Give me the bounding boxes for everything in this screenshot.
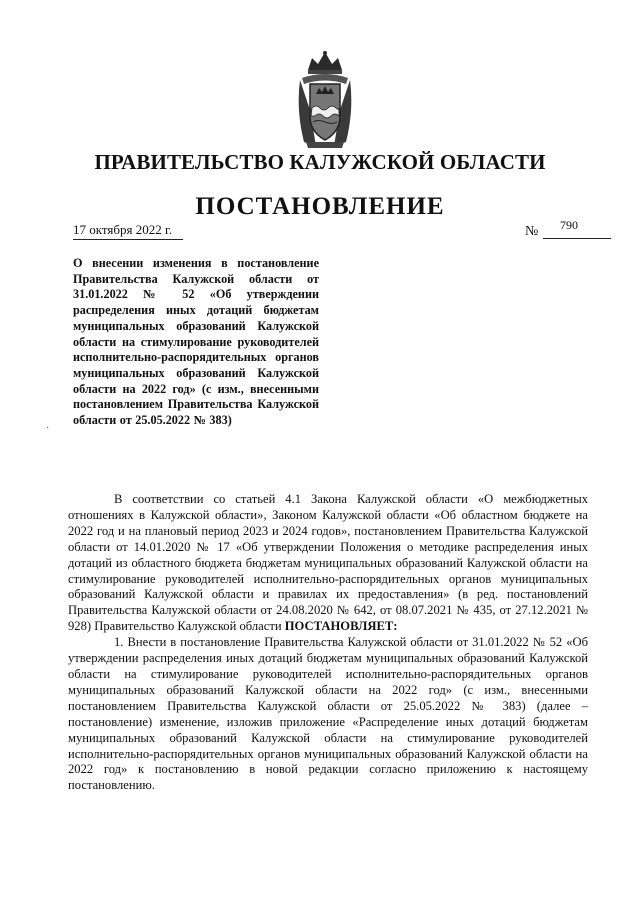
document-body — [68, 492, 588, 794]
document-number: 790 — [560, 218, 578, 232]
kaluga-coat-of-arms-icon — [296, 50, 354, 150]
number-sign: № — [525, 224, 539, 239]
document-date: 17 октября 2022 г. — [73, 222, 183, 240]
preamble-paragraph — [68, 492, 588, 635]
document-type-title: ПОСТАНОВЛЕНИЕ — [195, 193, 445, 220]
stray-mark: · — [46, 423, 50, 434]
document-subject: О внесении изменения в постановление Правительства Калужской области от 31.01.2022 № 52 «Об утверждении распределения иных дотаций бюджетам муниципальных образований Калужской области на стимулирование руководителей исполнительно-распорядительных органов муниципальных образований Калужской области на 2022 год» (с изм., внесенными постановлением Правительства Калужской области от 25.05.2022 № 383) — [73, 256, 319, 428]
resolves-word: ПОСТАНОВЛЯЕТ: — [284, 619, 398, 634]
item-1-paragraph: 1. Внести в постановление Правительства Калужской области от 31.01.2022 № 52 «Об утверждении распределения иных дотаций бюджетам муниципальных образований Калужской области на стимулирование руководителей исполнительно-распорядительных органов муниципальных образований Калужской области на 2022 год» (с изм., внесенными постановлением Правительства Калужской области от 25.05.2022 № 383) (далее – постановление) изменение, изложив приложение «Распределение иных дотаций бюджетам муниципальных образований Калужской области на стимулирование руководителей исполнительно-распорядительных органов муниципальных образований Калужской области на 2022 год» к постановлению в новой редакции согласно приложению к настоящему постановлению. — [68, 635, 588, 793]
preamble-text: В соответствии со статьей 4.1 Закона Калужской области «О межбюджетных отношениях в Калужской области», Законом Калужской области «Об областном бюджете на 2022 год и на плановый период 2023 и 2024 годов», постановлением Правительства Калужской области от 14.01.2020 № 17 «Об утверждении Положения о методике распределения иных дотаций из областного бюджета бюджетам муниципальных образований Калужской области на стимулирование руководителей исполнительно-распорядительных органов муниципальных образований Калужской области и правилах их предоставления» (в ред. постановлений Правительства Калужской области от 24.08.2020 № 642, от 08.07.2021 № 435, от 27.12.2021 № 928) Правительство Калужской области — [68, 492, 588, 634]
government-title: ПРАВИТЕЛЬСТВО КАЛУЖСКОЙ ОБЛАСТИ — [94, 150, 546, 174]
number-underline — [543, 238, 611, 239]
emblem — [296, 50, 354, 150]
